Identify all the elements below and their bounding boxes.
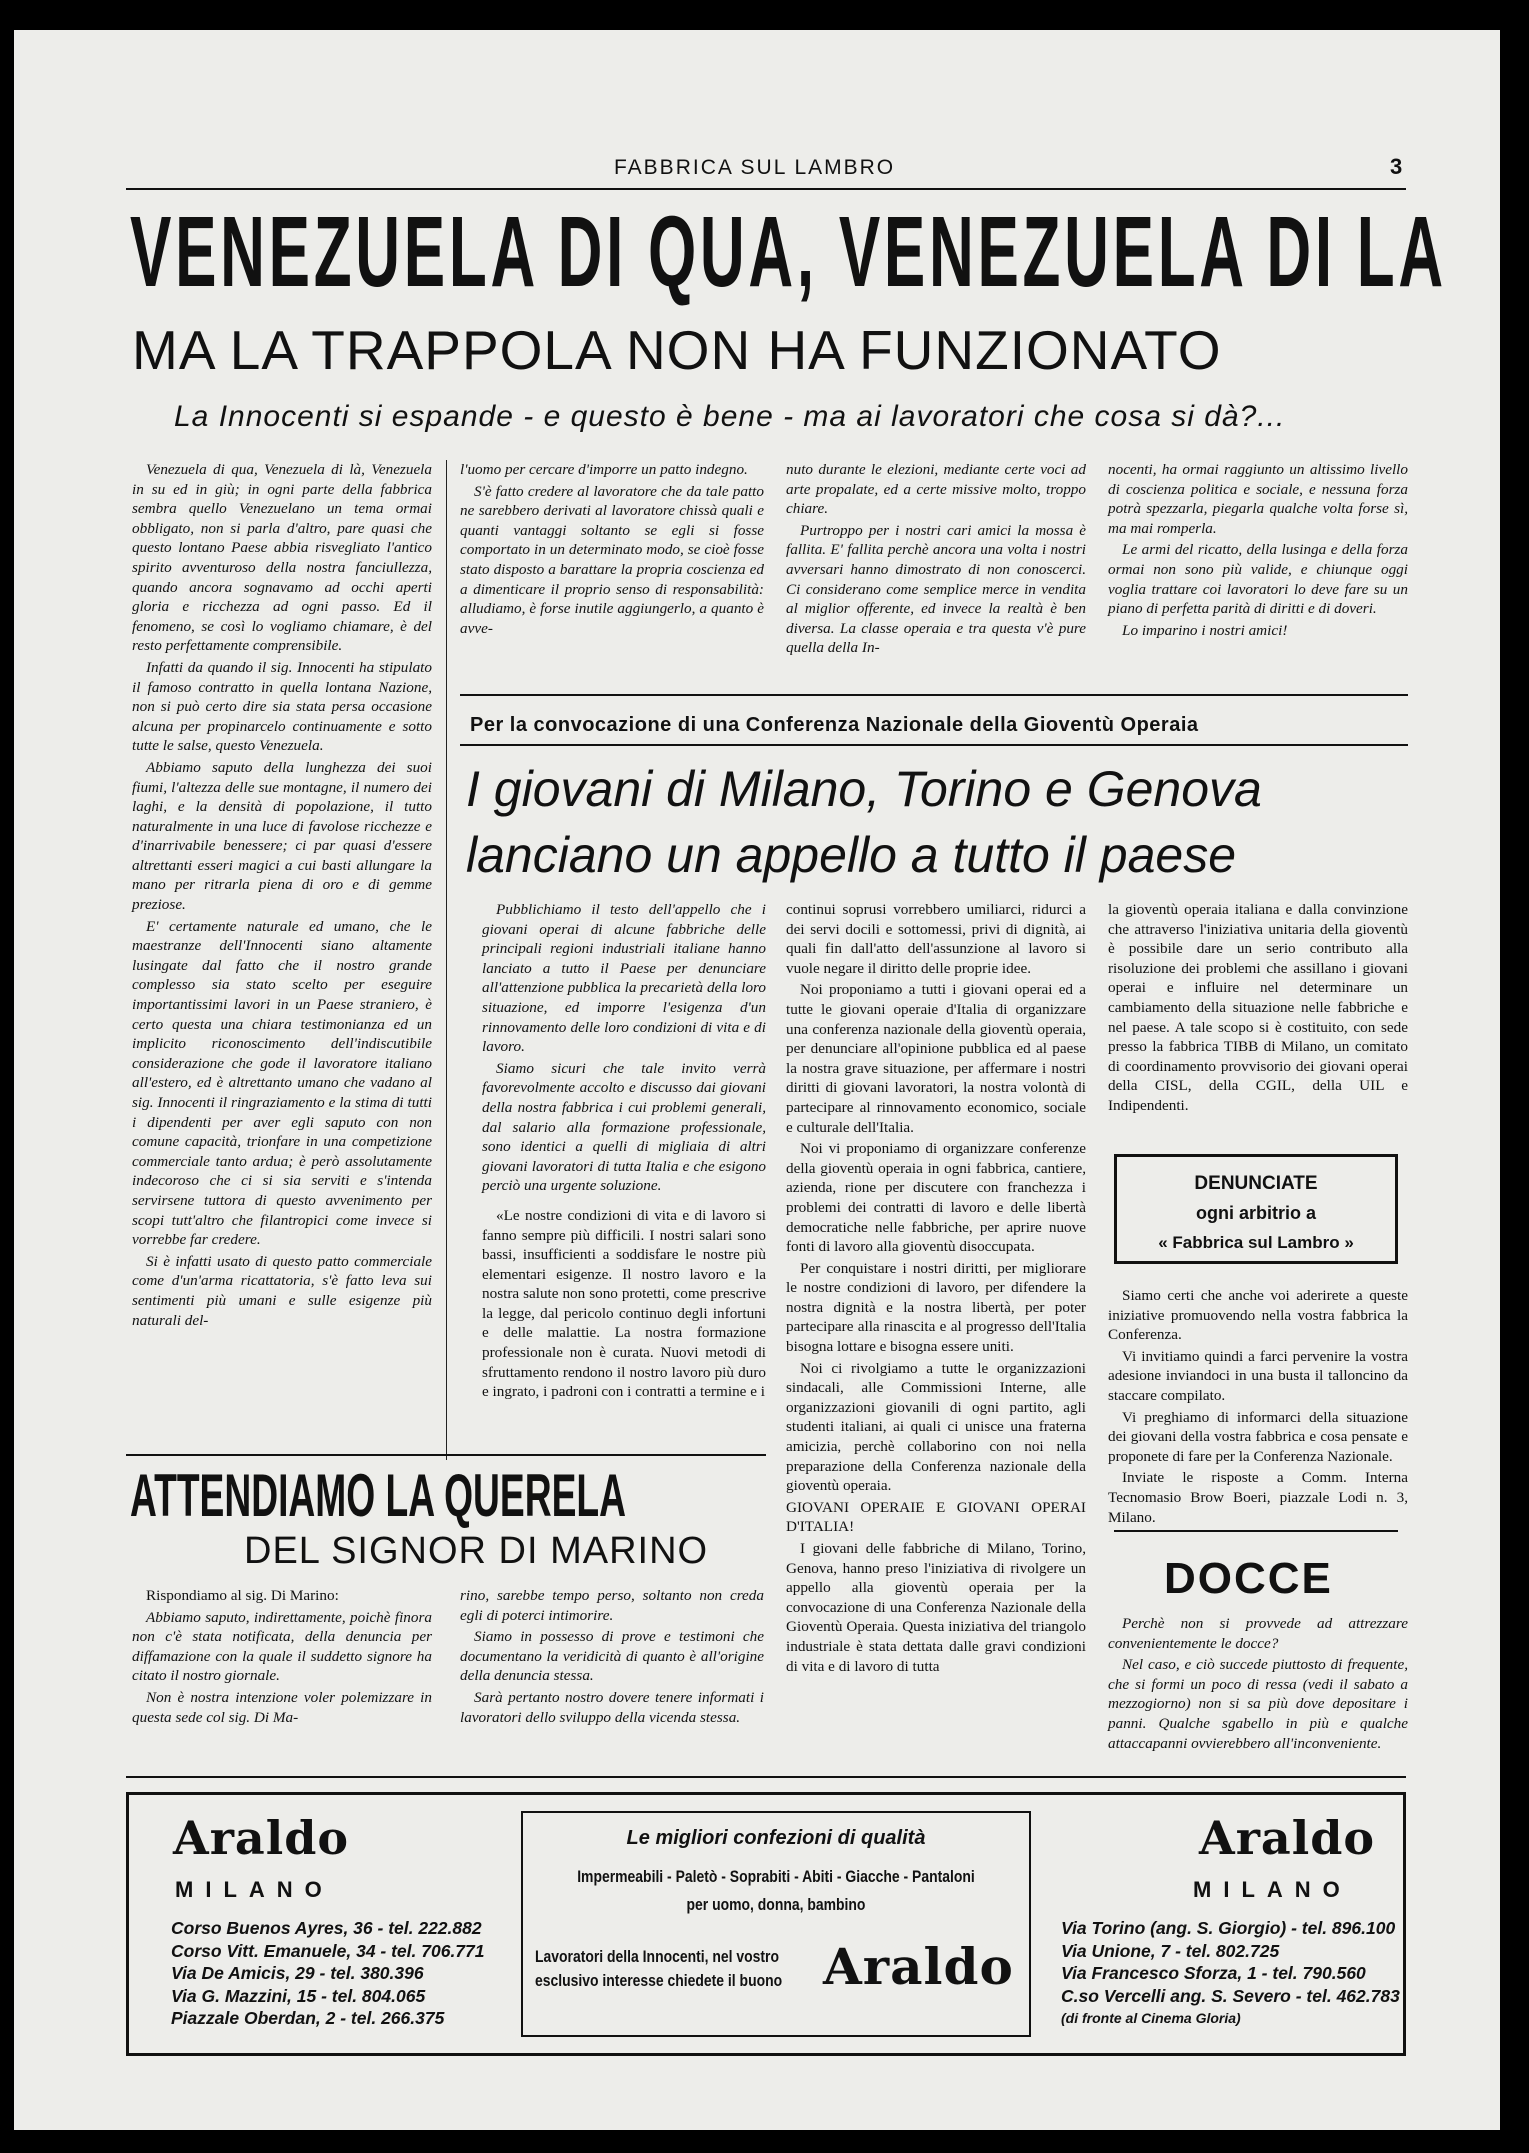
venezuela-col-3: [786, 460, 1086, 660]
paragraph: Pubblichiamo il testo dell'appello che i giovani operai di alcune fabbriche delle principali regioni industriali italiane hanno lanciato a tutto il Paese per denunciare all'attenzione pubblica la precarietà della loro situazione, ed imporre l'esigenza d'un rinnovamento delle loro condizioni di vita e di lavoro.: [482, 901, 766, 1056]
city-left: MILANO: [175, 1877, 334, 1902]
ad-center-box: [521, 1811, 1031, 2037]
ads-rule: [126, 1776, 1406, 1778]
advertisement: [126, 1792, 1406, 2056]
paragraph: l'uomo per cercare d'imporre un patto indegno.: [460, 461, 748, 478]
giovani-col-1: [482, 900, 766, 1404]
paragraph: continui soprusi vorrebbero umiliarci, ridurci a dei servi docili e sottomessi, privi di dignità, ai quali fin dall'atto dell'assunzione al lavoro si vuole negare il diritto delle proprie idee.: [786, 901, 1086, 977]
addresses-right: [1061, 1917, 1400, 2030]
paragraph: nocenti, ha ormai raggiunto un altissimo livello di coscienza politica e sociale, e nessuna forza potrà spezzarla, piegarla qualche volta forse sì, ma mai romperla.: [1108, 461, 1408, 537]
giovani-title-line-1: I giovani di Milano, Torino e Genova: [466, 761, 1262, 817]
querela-col-1: [132, 1586, 432, 1729]
main-headline: VENEZUELA DI QUA, VENEZUELA DI LA: [130, 196, 1447, 308]
paragraph: Si è infatti usato di questo patto commerciale come d'un'arma ricattatoria, s'è fatto leva sui sentimenti più umani e sulle esigenze più naturali del-: [132, 1252, 432, 1329]
paragraph: Abbiamo saputo, indirettamente, poichè finora non c'è stata notificata, della denuncia per diffamazione con la quale il suddetto signore ha citato il nostro giornale.: [132, 1608, 432, 1685]
paragraph: rino, sarebbe tempo perso, soltanto non creda egli di poterci intimorire.: [460, 1587, 764, 1624]
venezuela-col-1: [132, 460, 432, 1332]
header-rule: [126, 188, 1406, 190]
paragraph: Per conquistare i nostri diritti, per migliorare le nostre condizioni di lavoro, per difendere la nostra dignità e la nostra libertà, per poter partecipare alla rinascita e al progresso dell'Italia bisogna lottare e bisogna essere uniti.: [786, 1259, 1086, 1356]
address-line: Corso Vitt. Emanuele, 34 - tel. 706.771: [171, 1940, 485, 1961]
paragraph: Venezuela di qua, Venezuela di là, Venezuela in su ed in giù; in ogni parte della fabbrica sembra quello Venezuelano un tema ormai obbligato, non si parla d'altro, pare quasi che questo lontano Paese abbia risvegliato l'antico spirito avventuroso della nostra fanciullezza, quando ancora sognavamo ad occhi aperti gloria e ricchezza ad ogni passo. Ed il fenomeno, se così lo vogliamo chiamare, è del resto perfettamente comprensibile.: [132, 461, 432, 655]
araldo-logo-right: Araldo: [1199, 1811, 1376, 1865]
address-line: C.so Vercelli ang. S. Severo - tel. 462.783: [1061, 1985, 1400, 2006]
querela-col-2: [460, 1586, 764, 1729]
ad-offer: [535, 1945, 782, 1993]
docce-title: DOCCE: [1164, 1554, 1333, 1603]
paragraph: Nel caso, e ciò succede piuttosto di frequente, che si formi un poco di ressa (vedi il sabato a mezzogiorno) non si sa più dove depositare i panni. Qualche sgabello in più e qualche attaccapanni ovvierebbero all'inconveniente.: [1108, 1656, 1408, 1752]
paragraph: S'è fatto credere al lavoratore che da tale patto ne sarebbero derivati al lavoratore chissà quali e quanti vantaggi soltanto se egli si fosse comportato in un determinato modo, se cioè fosse stato disposto a barattare la propria coscienza ed a dimenticare il proprio senso di responsabilità: alludiamo, è forse inutile aggiungerlo, a quanto è avve-: [460, 482, 764, 637]
page-number: 3: [1390, 154, 1403, 179]
city-right: MILANO: [1193, 1877, 1352, 1902]
araldo-logo-left: Araldo: [173, 1811, 350, 1865]
giovani-title: [466, 756, 1262, 888]
paragraph: nuto durante le elezioni, mediante certe voci ad arte propalate, ed a certe missive molto, troppo chiare.: [786, 461, 1086, 518]
address-line: Via Francesco Sforza, 1 - tel. 790.560: [1061, 1963, 1366, 1983]
newspaper-page: [14, 30, 1500, 2130]
paragraph: Non è nostra intenzione voler polemizzare in questa sede col sig. Di Ma-: [132, 1688, 432, 1726]
paragraph: Lo imparino i nostri amici!: [1122, 621, 1288, 639]
giovani-col-3: [1108, 900, 1408, 1118]
ad-products: Impermeabili - Paletò - Soprabiti - Abiti - Giacche - Pantaloni: [577, 1867, 975, 1886]
box-line-1: DENUNCIATE: [1194, 1173, 1318, 1194]
paragraph: GIOVANI OPERAIE E GIOVANI OPERAI D'ITALIA!: [786, 1498, 1086, 1536]
paragraph: Noi ci rivolgiamo a tutte le organizzazioni sindacali, alle Commissioni Interne, alle organizzazioni giovanili di ogni partito, agli studenti italiani, ai quali ci unisce una fraterna amicizia, perchè collaborino con noi nella preparazione della Conferenza nazionale della gioventù operaia.: [786, 1359, 1086, 1495]
paragraph: Perchè non si provvede ad attrezzare convenientemente le docce?: [1108, 1615, 1408, 1652]
giovani-banner: Per la convocazione di una Conferenza Nazionale della Gioventù Operaia: [470, 714, 1199, 736]
address-line: Via G. Mazzini, 15 - tel. 804.065: [171, 1985, 426, 2006]
venezuela-col-2: [460, 460, 764, 640]
paragraph: Noi proponiamo a tutti i giovani operai ed a tutte le giovani operaie d'Italia di organizzare una conferenza nazionale della gioventù operaia, per denunciare all'opinione pubblica ed al paese la nostra grave situazione, per affermare i nostri diritti di giovani lavoratori, la nostra volontà di partecipare al rinnovamento economico, sociale e culturale dell'Italia.: [786, 981, 1086, 1136]
address-line: Via De Amicis, 29 - tel. 380.396: [171, 1963, 424, 1983]
paragraph: Purtroppo per i nostri cari amici la mossa è fallita. E' fallita perchè ancora una volta i nostri avversari hanno dimostrato di non conoscerci. Ci considerano come semplice merce in vendita al miglior offerente, ed invece la realtà è ben diversa. La classe operaia e tra questa v'è pure quella della In-: [786, 521, 1086, 657]
kicker: La Innocenti si espande - e questo è bene - ma ai lavoratori che cosa si dà?...: [174, 400, 1286, 433]
querela-subtitle: DEL SIGNOR DI MARINO: [244, 1530, 709, 1572]
querela-title: ATTENDIAMO LA QUERELA: [130, 1462, 626, 1529]
venezuela-col-4: [1108, 460, 1408, 642]
giovani-col-2: [786, 900, 1086, 1678]
paragraph: Siamo sicuri che tale invito verrà favorevolmente accolto e discusso dai giovani della nostra fabbrica i cui problemi generali, dal salario alla formazione professionale, sono identici a quelli di migliaia di altri giovani lavoratori di tutta Italia e che esigono perciò una urgente soluzione.: [482, 1059, 766, 1195]
paragraph: I giovani delle fabbriche di Milano, Torino, Genova, hanno preso l'iniziativa di rivolgere un appello alla gioventù operaia per la convocazione di una Conferenza Nazionale della Gioventù Operaia. Questa iniziativa del triangolo industriale è stata dettata dalle gravi condizioni di vita e di lavoro di tutta: [786, 1540, 1086, 1675]
ad-tagline: Le migliori confezioni di qualità: [626, 1827, 926, 1849]
paragraph: la gioventù operaia italiana e dalla convinzione che attraverso l'iniziativa unitaria della gioventù è possibile dare un serio contributo alla risoluzione dei problemi che assillano i giovani operai e influire nel determinare un cambiamento della situazione nelle fabbriche e nel paese. A tale scopo si è costituito, con sede presso la fabbrica TIBB di Milano, un comitato di coordinamento provvisorio dei giovani operai della CISL, della CGIL, della UIL e Indipendenti.: [1108, 901, 1408, 1114]
paragraph: Le armi del ricatto, della lusinga e della forza ormai non sono più valide, e chiunque oggi voglia trattare coi lavoratori lo deve fare su un piano di perfetta parità di diritti e di doveri.: [1108, 541, 1408, 618]
ad-audience: per uomo, donna, bambino: [686, 1895, 866, 1914]
address-line: Via Torino (ang. S. Giorgio) - tel. 896.100: [1061, 1918, 1396, 1938]
araldo-logo-center: Araldo: [823, 1937, 1014, 1996]
section-rule: [460, 694, 1408, 696]
paragraph: E' certamente naturale ed umano, che le maestranze dell'Innocenti siano altamente lusingate dal fatto che il nostro grande complesso sia stato scelto per eseguire importantissimi lavori in un Paese straniero, è certo questa una chiara testimonianza ed un implicito riconoscimento dell'indiscutibile considerazione che gode il lavoratore italiano all'estero, ed è altrettanto umano che vadano al sig. Innocenti il ringraziamento e la stima di tutti i dipendenti per aver egli saputo con non comune capacità, trionfare in una competizione commerciale tanto ardua; è però assolutamente indecoroso che ci si sia serviti e s'intenda servirsene tuttora di questo avvenimento per scopi tutt'altro che filantropici come invece si vorrebbe far credere.: [132, 917, 432, 1249]
paragraph: Rispondiamo al sig. Di Marino:: [146, 1587, 339, 1604]
paragraph: Siamo in possesso di prove e testimoni che documentano la veridicità di quanto è all'origine della denuncia stessa.: [460, 1628, 764, 1685]
running-header: FABBRICA SUL LAMBRO: [614, 156, 896, 179]
box-line-2: ogni arbitrio a: [1195, 1203, 1316, 1223]
sub-headline: MA LA TRAPPOLA NON HA FUNZIONATO: [132, 319, 1222, 381]
paragraph: Noi vi proponiamo di organizzare conferenze della gioventù operaia in ogni fabbrica, cantiere, azienda, rione per discutere con franchezza i problemi dei contratti di lavoro e delle libertà democratiche nelle fabbriche, per aprire nuove fonti di lavoro alla gioventù disoccupata.: [786, 1140, 1086, 1256]
section-rule: [460, 744, 1408, 746]
address-line: (di fronte al Cinema Gloria): [1061, 2010, 1241, 2026]
address-line: Corso Buenos Ayres, 36 - tel. 222.882: [171, 1918, 482, 1938]
paragraph: Sarà pertanto nostro dovere tenere informati i lavoratori dello sviluppo della vicenda stessa.: [460, 1688, 764, 1726]
address-line: Via Unione, 7 - tel. 802.725: [1061, 1940, 1280, 1961]
column-rule: [446, 460, 447, 1460]
box-line-3: « Fabbrica sul Lambro »: [1158, 1233, 1354, 1252]
ad-offer-line: Lavoratori della Innocenti, nel vostro: [535, 1947, 780, 1966]
giovani-title-line-2: lanciano un appello a tutto il paese: [466, 827, 1237, 883]
addresses-left: [171, 1917, 485, 2030]
giovani-col-3b: [1108, 1286, 1408, 1529]
docce-rule: [1114, 1530, 1398, 1532]
paragraph: Inviate le risposte a Comm. Interna Tecnomasio Brow Boeri, piazzale Lodi n. 3, Milano.: [1108, 1469, 1408, 1526]
address-line: Piazzale Oberdan, 2 - tel. 266.375: [171, 2008, 445, 2028]
ad-offer-line: esclusivo interesse chiedete il buono: [535, 1971, 783, 1990]
paragraph: «Le nostre condizioni di vita e di lavoro si fanno sempre più difficili. I nostri salari sono bassi, insufficienti a soddisfare le nostre più elementari esigenze. Il nostro lavoro e la nostra salute non sono protetti, come prescrive la legge, dal pericolo continuo degli infortuni e delle malattie. La nostra formazione professionale non è curata. Nuovi metodi di sfruttamento rendono il nostro lavoro più duro e ingrato, i padroni con i contratti a termine e i: [482, 1206, 766, 1401]
querela-rule: [126, 1454, 766, 1456]
paragraph: Infatti da quando il sig. Innocenti ha stipulato il famoso contratto in quella lontana Nazione, non si può certo dire sia stata persa occasione alcuna per propinarcelo continuamente e sotto tutte le salse, questo Venezuela.: [132, 658, 432, 755]
paragraph: Vi invitiamo quindi a farci pervenire la vostra adesione inviandoci in una busta il talloncino da staccare compilato.: [1108, 1347, 1408, 1404]
paragraph: Abbiamo saputo della lunghezza dei suoi fiumi, l'altezza delle sue montagne, il numero dei laghi, e la densità di popolazione, il tutto naturalmente in una luce di favolose ricchezze e d'inarrivabile benessere; ci par quasi d'essere altrettanti esseri magici a cui basti allungare la mano per ritrarla piena di oro e di gemme preziose.: [132, 758, 432, 914]
paragraph: Siamo certi che anche voi aderirete a queste iniziative promuovendo nella vostra fabbrica la Conferenza.: [1108, 1287, 1408, 1344]
paragraph: Vi preghiamo di informarci della situazione dei giovani della vostra fabbrica e cosa pensate e proponete di fare per la Conferenza Nazionale.: [1108, 1408, 1408, 1465]
denunciate-box: [1114, 1154, 1398, 1264]
docce-body: [1108, 1614, 1408, 1755]
